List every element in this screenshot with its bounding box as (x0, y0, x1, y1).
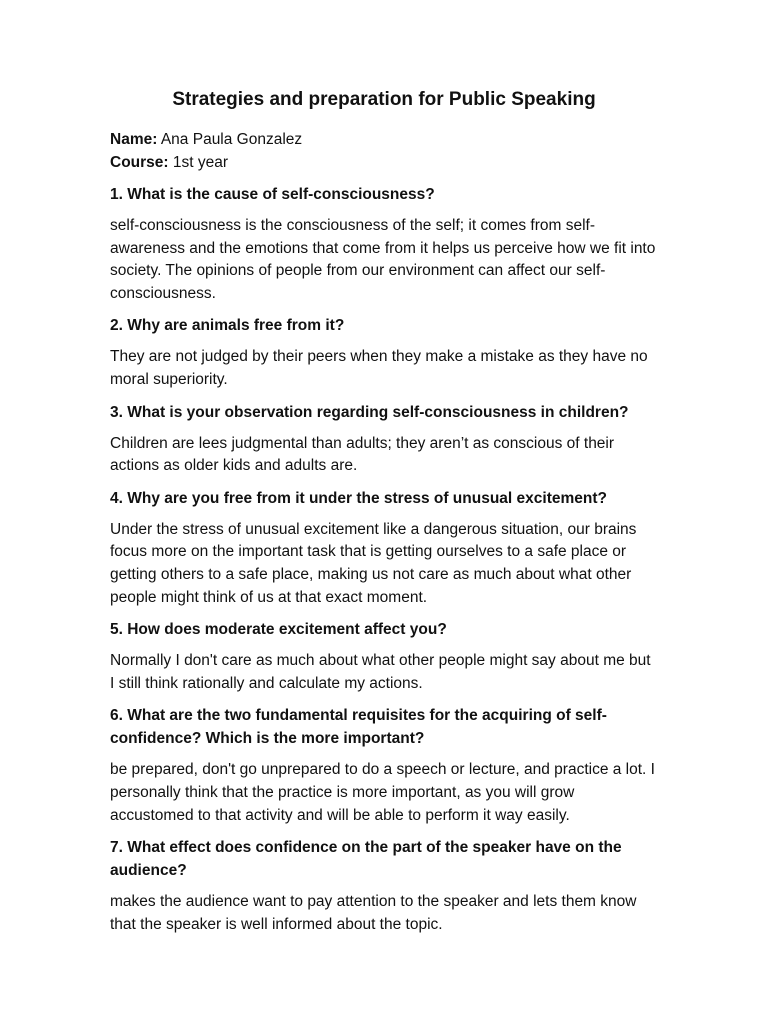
name-line (110, 128, 658, 151)
name-value: Ana Paula Gonzalez (160, 131, 303, 148)
qa-item-2 (110, 314, 658, 391)
question-6: 6. What are the two fundamental requisites for the acquiring of self-confidence? Which is the more important? (110, 707, 607, 748)
question-4: 4. Why are you free from it under the stress of unusual excitement? (110, 489, 607, 507)
qa-item-3 (110, 401, 658, 478)
answer-1: self-consciousness is the consciousness of the self; it comes from self-awareness and the emotions that come from it helps us perceive how we fit into society. The opinions of people from our environment can affect our self-consciousness. (110, 217, 656, 302)
document-title: Strategies and preparation for Public Speaking (172, 89, 596, 110)
question-7: 7. What effect does confidence on the part of the speaker have on the audience? (110, 839, 622, 880)
question-2: 2. Why are animals free from it? (110, 317, 345, 335)
answer-4: Under the stress of unusual excitement like a dangerous situation, our brains focus more on the important task that is getting ourselves to a safe place or getting others to a safe place, making us not care as much about what other people might think of us at that exact moment. (110, 520, 637, 606)
qa-item-4 (110, 487, 658, 609)
course-line (110, 151, 658, 174)
answer-3: Children are lees judgmental than adults; they aren’t as conscious of their actions as older kids and adults are. (110, 434, 615, 475)
question-5: 5. How does moderate excitement affect you? (110, 621, 447, 639)
answer-6: be prepared, don't go unprepared to do a speech or lecture, and practice a lot. I personally think that the practice is more important, as you will grow accustomed to that activity and will be able to perform it way easily. (110, 761, 655, 824)
qa-item-5 (110, 618, 658, 695)
qa-item-7 (110, 836, 658, 936)
document-meta (110, 128, 658, 174)
answer-2: They are not judged by their peers when they make a mistake as they have no moral superiority. (110, 348, 648, 388)
qa-item-6 (110, 704, 658, 827)
question-3: 3. What is your observation regarding self-consciousness in children? (110, 403, 629, 421)
qa-item-1 (110, 183, 658, 305)
answer-7: makes the audience want to pay attention to the speaker and lets them know that the speaker is well informed about the topic. (110, 893, 637, 933)
question-1: 1. What is the cause of self-consciousness? (110, 186, 435, 203)
course-value: 1st year (172, 154, 229, 171)
name-label: Name: (110, 131, 158, 148)
answer-5: Normally I don't care as much about what other people might say about me but I still think rationally and calculate my actions. (110, 652, 651, 692)
course-label: Course: (110, 154, 169, 171)
